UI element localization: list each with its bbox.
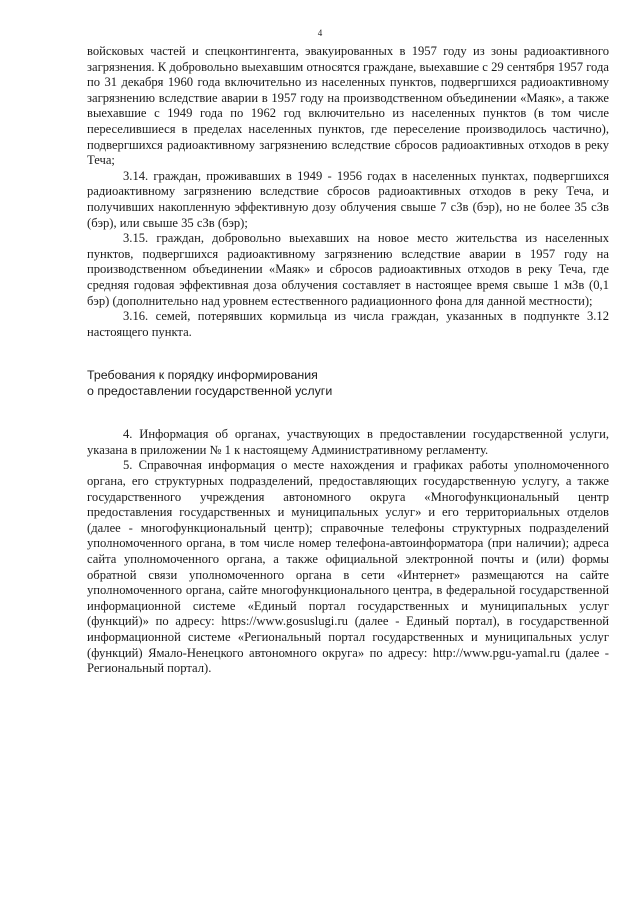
section-heading-line-1: Требования к порядку информирования xyxy=(87,368,318,383)
paragraph-continuation: войсковых частей и спецконтингента, эвакуированных в 1957 году из зоны радиоактивного загрязнения. К добровольно выехавшим относятся граждане, выехавшие с 29 сентября 1957 года по 31 декабря 1960 года включительно из населенных пунктов, подвергшихся радиоактивному загрязнению вследствие аварии в 1957 году на производственном объединении «Маяк», а также выехавшие с 1949 года по 1962 год включительно из населенных пунктов (в том числе переселившиеся в пределах населенных пунктов, где переселение производилось частично), подвергшихся радиоактивному загрязнению вследствие сбросов радиоактивных отходов в реку Теча; xyxy=(87,44,609,168)
document-body xyxy=(87,44,609,677)
paragraph-3-16: 3.16. семей, потерявших кормильца из числа граждан, указанных в подпункте 3.12 настоящего пункта. xyxy=(87,309,609,339)
paragraph-4: 4. Информация об органах, участвующих в предоставлении государственной услуги, указана в приложении № 1 к настоящему Административному регламенту. xyxy=(87,427,609,457)
section-heading-line-2: о предоставлении государственной услуги xyxy=(87,384,333,399)
section-heading xyxy=(87,367,609,399)
page-number: 4 xyxy=(317,28,323,38)
paragraph-3-15: 3.15. граждан, добровольно выехавших на новое место жительства из населенных пунктов, подвергшихся радиоактивному загрязнению вследствие аварии в 1957 году на производственном объединении «Маяк» и сбросов радиоактивных отходов в реку Теча, где средняя годовая эффективная доза облучения составляет в настоящее время свыше 1 мЗв (0,1 бэр) (дополнительно над уровнем естественного радиационного фона для данной местности); xyxy=(87,231,609,308)
paragraph-5: 5. Справочная информация о месте нахождения и графиках работы уполномоченного органа, его структурных подразделений, предоставляющих государственную услугу, а также государственного учреждения автономного округа «Многофункциональный центр предоставления государственных и муниципальных услуг» и его территориальных отделов (далее - многофункциональный центр); справочные телефоны структурных подразделений уполномоченного органа, в том числе номер телефона-автоинформатора (при наличии); адреса сайта уполномоченного органа, а также официальной электронной почты и (или) формы обратной связи уполномоченного органа в сети «Интернет» размещаются на сайте уполномоченного органа, сайте многофункционального центра, в федеральной государственной информационной системе «Единый портал государственных и муниципальных услуг (функций)» по адресу: https://www.gosuslugi.ru (далее - Единый портал), в государственной информационной системе «Региональный портал государственных и муниципальных услуг (функций) Ямало-Ненецкого автономного округа» по адресу: http://www.pgu-yamal.ru (далее - Региональный портал). xyxy=(87,458,609,676)
paragraph-3-14: 3.14. граждан, проживавших в 1949 - 1956 годах в населенных пунктах, подвергшихся радиоактивному загрязнению вследствие сбросов радиоактивных отходов в реку Теча, и получивших накопленную эффективную дозу облучения свыше 7 сЗв (бэр), но не более 35 сЗв (бэр), или свыше 35 сЗв (бэр); xyxy=(87,168,609,230)
